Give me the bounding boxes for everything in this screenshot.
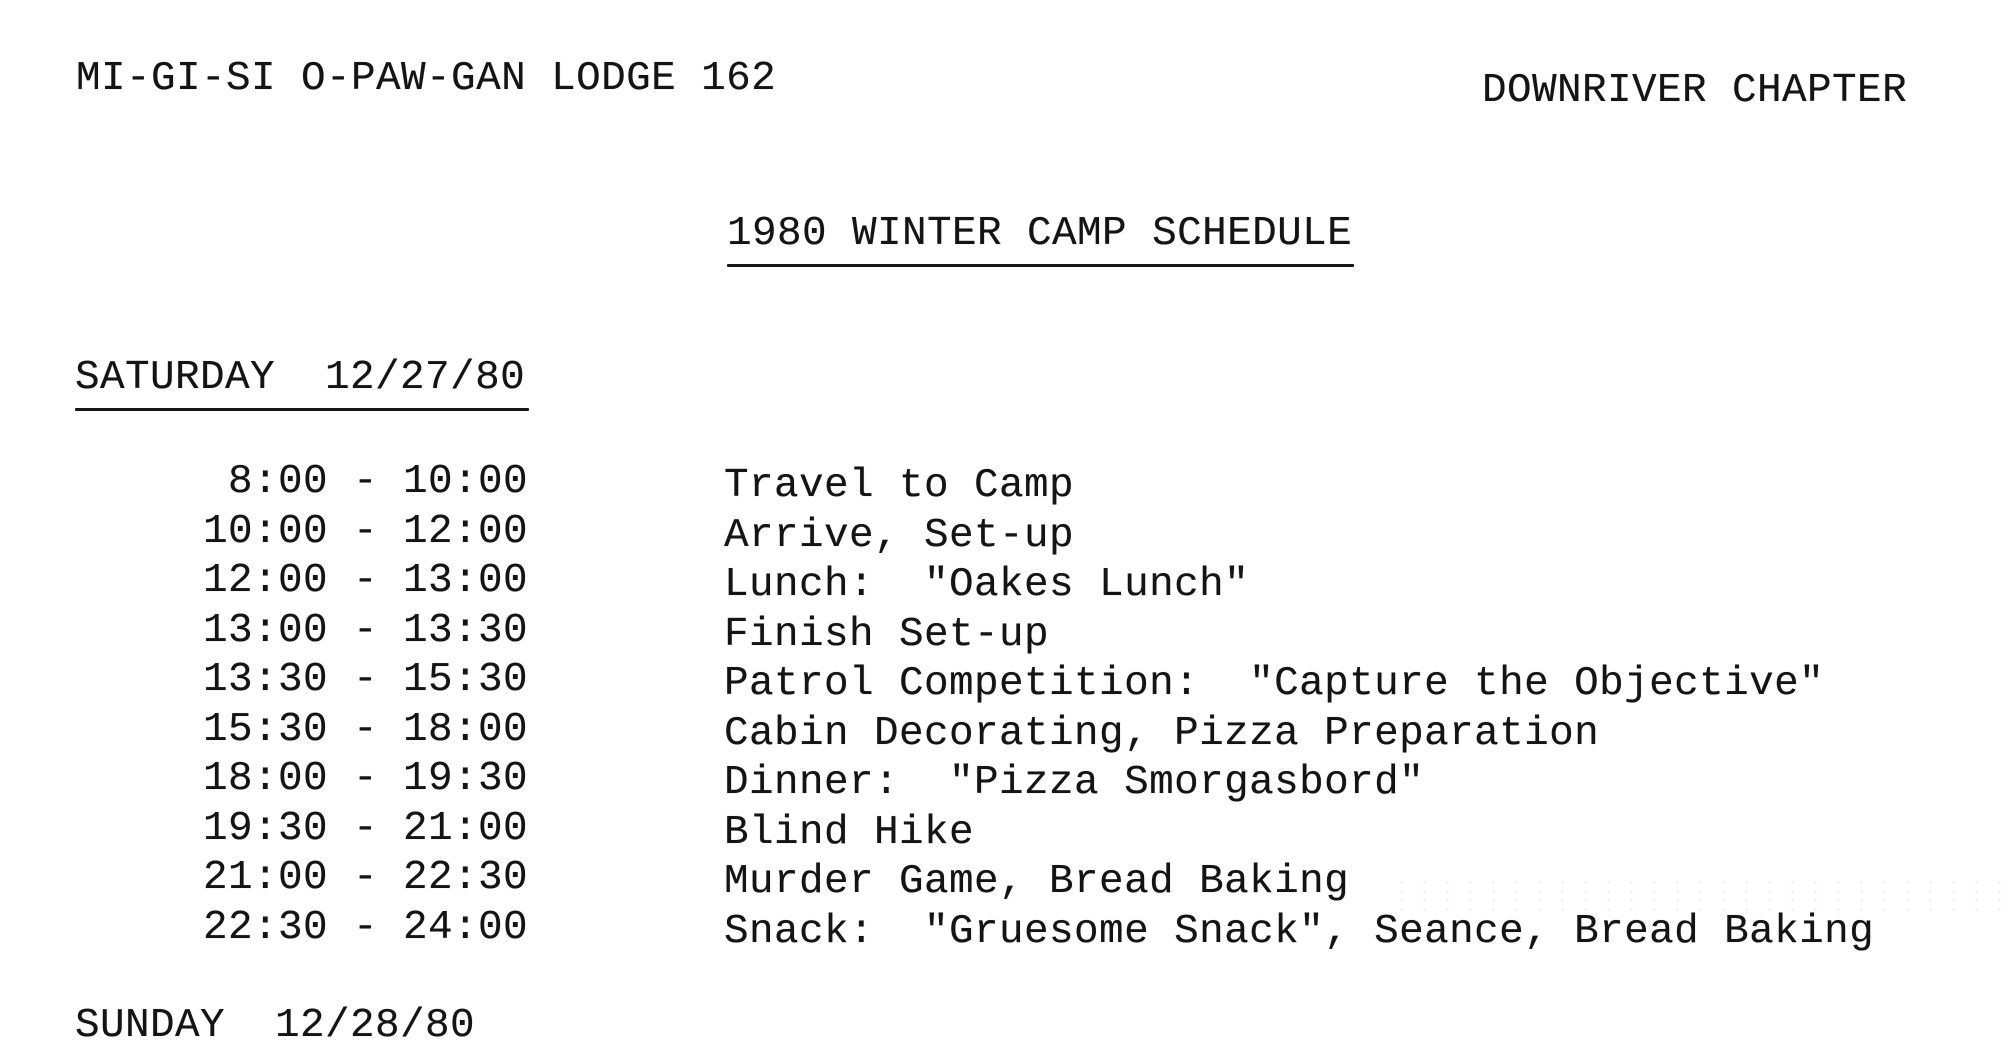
schedule-time: 10:00 - 12:00	[202, 508, 528, 555]
schedule-time: 18:00 - 19:30	[202, 756, 528, 802]
schedule-activity: Travel to Camp	[724, 463, 1075, 509]
schedule-activity: Dinner: "Pizza Smorgasbord"	[724, 760, 1425, 806]
schedule-activity: Arrive, Set-up	[724, 512, 1075, 559]
schedule-time: 19:30 - 21:00	[202, 805, 528, 852]
schedule-activity: Lunch: "Oakes Lunch"	[724, 562, 1250, 608]
schedule-time: 13:30 - 15:30	[202, 657, 528, 703]
schedule-activity: Cabin Decorating, Pizza Preparation	[724, 710, 1600, 757]
schedule-time: 22:30 - 24:00	[202, 904, 528, 951]
day-heading-sunday: SUNDAY 12/28/80	[75, 1003, 476, 1049]
schedule-activity: Blind Hike	[724, 809, 975, 856]
day-heading-underline	[75, 408, 529, 411]
day-heading-saturday: SATURDAY 12/27/80	[75, 355, 526, 401]
schedule-activity: Murder Game, Bread Baking	[724, 859, 1350, 905]
lodge-name: MI-GI-SI O-PAW-GAN LODGE 162	[76, 56, 777, 102]
schedule-time: 12:00 - 13:00	[202, 558, 528, 604]
schedule-activity: Snack: "Gruesome Snack", Seance, Bread Baking	[724, 908, 1875, 955]
chapter-name: DOWNRIVER CHAPTER	[1482, 68, 1908, 114]
schedule-activity: Finish Set-up	[724, 611, 1050, 658]
schedule-time: 15:30 - 18:00	[202, 706, 528, 753]
schedule-time: 21:00 - 22:30	[202, 855, 528, 901]
scan-speckle-noise	[1390, 878, 2010, 914]
schedule-times-column	[203, 458, 528, 953]
title-underline	[727, 264, 1354, 267]
schedule-time: 13:00 - 13:30	[202, 607, 528, 654]
page-title: 1980 WINTER CAMP SCHEDULE	[727, 211, 1353, 257]
schedule-activity: Patrol Competition: "Capture the Objective"	[724, 661, 1825, 707]
schedule-time: 8:00 - 10:00	[227, 459, 528, 505]
